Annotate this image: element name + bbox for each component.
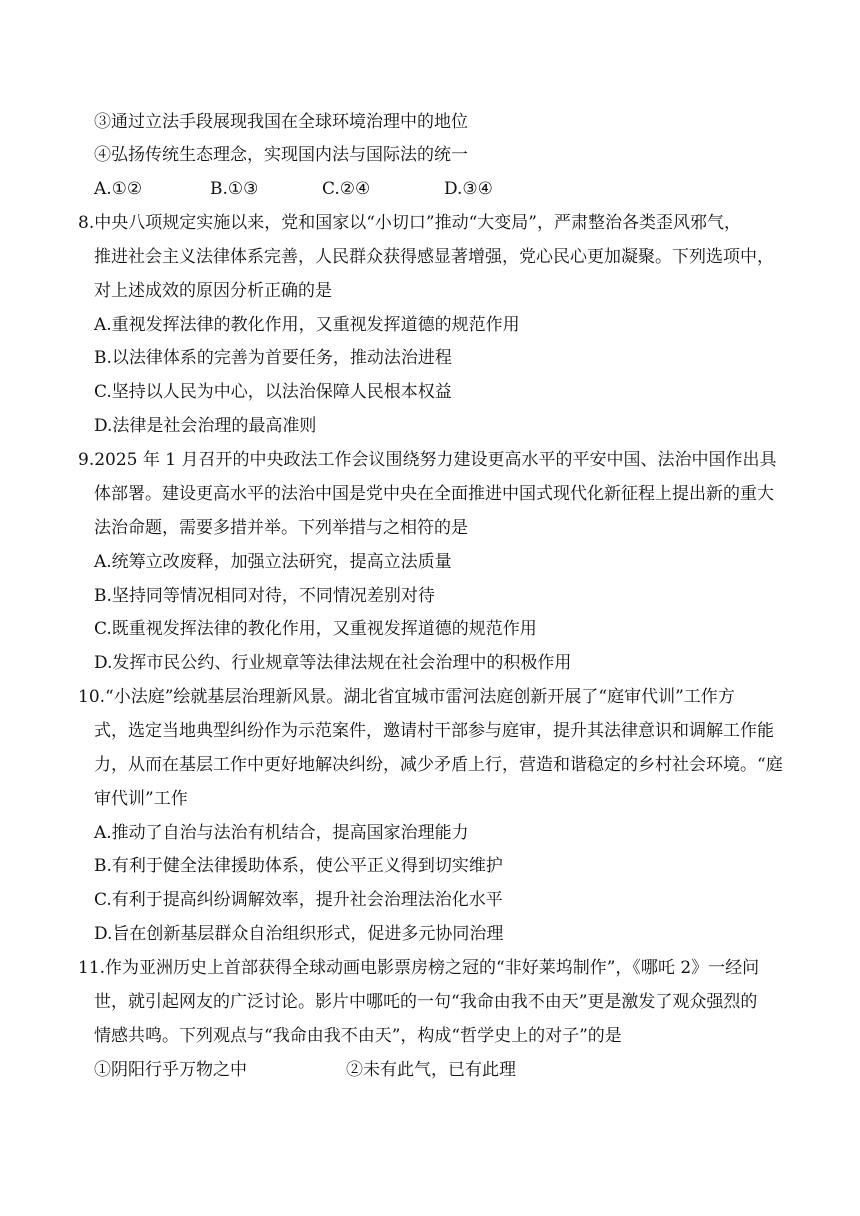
- q10-stem-line-2: 式，选定当地典型纠纷作为示范案件，邀请村干部参与庭审，提升其法律意识和调解工作能: [94, 721, 774, 741]
- q7-options: [94, 177, 560, 201]
- q8-option-c: C.坚持以人民为中心，以法治保障人民根本权益: [94, 382, 452, 402]
- q9-option-b: B.坚持同等情况相同对待，不同情况差别对待: [94, 586, 435, 606]
- q10-option-a: A.推动了自治与法治有机结合，提高国家治理能力: [94, 823, 469, 843]
- q9-stem-line-3: 法治命题，需要多措并举。下列举措与之相符的是: [94, 518, 468, 538]
- q7-option-b: B.①③: [210, 179, 259, 199]
- q11-stem-line-1: 11.作为亚洲历史上首部获得全球动画电影票房榜之冠的“非好莱坞制作”，《哪吒 2》一经问: [78, 958, 760, 978]
- q10-stem-line-4: 审代训”工作: [94, 789, 188, 809]
- q9-stem-line-2: 体部署。建设更高水平的法治中国是党中央在全面推进中国式现代化新征程上提出新的重大: [94, 484, 774, 504]
- q11-item-2: ②未有此气，已有此理: [346, 1060, 516, 1080]
- q7-option-c: C.②④: [322, 179, 371, 199]
- q10-stem-line-1: 10.“小法庭”绘就基层治理新风景。湖北省宜城市雷河法庭创新开展了“庭审代训”工作方: [78, 687, 735, 707]
- q7-option-a: A.①②: [94, 179, 143, 199]
- q7-item-4: ④弘扬传统生态理念，实现国内法与国际法的统一: [94, 145, 468, 165]
- q8-stem-line-1: 8.中央八项规定实施以来，党和国家以“小切口”推动“大变局”，严肃整治各类歪风邪气，: [78, 213, 741, 233]
- q10-stem-line-3: 力，从而在基层工作中更好地解决纠纷，减少矛盾上行，营造和谐稳定的乡村社会环境。“庭: [94, 755, 783, 775]
- q8-option-a: A.重视发挥法律的教化作用，又重视发挥道德的规范作用: [94, 315, 520, 335]
- q10-option-d: D.旨在创新基层群众自治组织形式，促进多元协同治理: [94, 924, 504, 944]
- q9-stem-line-1: 9.2025 年 1 月召开的中央政法工作会议围绕努力建设更高水平的平安中国、法治中国作出具: [78, 450, 777, 470]
- q8-option-d: D.法律是社会治理的最高准则: [94, 416, 317, 436]
- q10-option-b: B.有利于健全法律援助体系，使公平正义得到切实维护: [94, 856, 503, 876]
- q8-stem-line-2: 推进社会主义法律体系完善，人民群众获得感显著增强，党心民心更加凝聚。下列选项中，: [94, 247, 774, 267]
- q9-option-c: C.既重视发挥法律的教化作用，又重视发挥道德的规范作用: [94, 619, 537, 639]
- q8-stem-line-3: 对上述成效的原因分析正确的是: [94, 281, 332, 301]
- q7-option-d: D.③④: [444, 179, 493, 199]
- q9-option-d: D.发挥市民公约、行业规章等法律法规在社会治理中的积极作用: [94, 653, 572, 673]
- q11-items: [94, 1058, 516, 1082]
- q11-stem-line-2: 世，就引起网友的广泛讨论。影片中哪吒的一句“我命由我不由天”更是激发了观众强烈的: [94, 992, 758, 1012]
- q10-option-c: C.有利于提高纠纷调解效率，提升社会治理法治化水平: [94, 890, 503, 910]
- q8-option-b: B.以法律体系的完善为首要任务，推动法治进程: [94, 348, 452, 368]
- q11-item-1: ①阴阳行乎万物之中: [94, 1060, 247, 1080]
- q7-item-3: ③通过立法手段展现我国在全球环境治理中的地位: [94, 112, 468, 132]
- q9-option-a: A.统筹立改废释，加强立法研究，提高立法质量: [94, 552, 452, 572]
- q11-stem-line-3: 情感共鸣。下列观点与“我命由我不由天”，构成“哲学史上的对子”的是: [94, 1026, 622, 1046]
